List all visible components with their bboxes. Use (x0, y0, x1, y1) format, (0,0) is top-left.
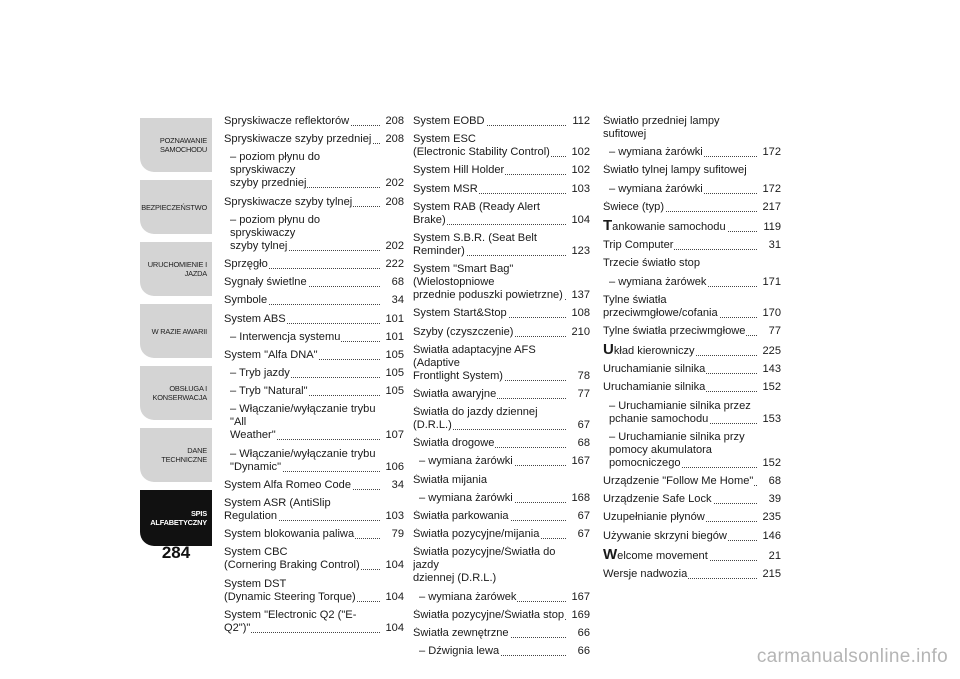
entry-text: Symbole (224, 294, 268, 307)
entry-page: 112 (572, 115, 590, 127)
entry-page: 77 (768, 324, 781, 337)
tab-obsługa-i-konserwacja[interactable]: OBSŁUGA I KONSERWACJA (140, 366, 212, 420)
entry-text: – wymiana żarówek (609, 275, 707, 288)
entry-page: 235 (762, 511, 781, 524)
index-entry (413, 406, 590, 432)
index-entry (603, 115, 781, 141)
entry-text: Światła adaptacyjne AFS (Adaptive Frontlight System) (413, 343, 536, 382)
entry-text: Światła pozycyjne/Światła do jazdy dziennej (D.R.L.) (413, 546, 556, 585)
entry-text: – Uruchamianie silnika przez pchanie samochodu (609, 399, 751, 425)
entry-page: 215 (762, 567, 781, 580)
entry-page: 107 (385, 429, 404, 442)
entry-text: Spryskiwacze szyby tylnej (224, 195, 353, 208)
entry-page: 68 (391, 276, 404, 289)
index-entry (413, 263, 590, 302)
index-entry (413, 388, 590, 401)
entry-text: System "Alfa DNA" (224, 348, 318, 361)
entry-page: 143 (762, 363, 781, 376)
entry-page: 79 (391, 528, 404, 541)
entry-text: System "Electronic Q2 ("E-Q2")" (224, 608, 357, 634)
entry-page: 104 (385, 621, 404, 634)
entry-text: Światło przedniej lampy sufitowej (603, 115, 720, 140)
entry-text: System "Smart Bag" (Wielostopniowe przednie poduszki powietrzne) (413, 263, 563, 302)
tab-uruchomienie-i-jazda[interactable]: URUCHOMIENIE I JAZDA (140, 242, 212, 296)
index-entry (224, 609, 404, 635)
entry-page: 101 (385, 312, 404, 325)
index-entry (603, 568, 781, 581)
index-entry (413, 115, 590, 128)
entry-page: 102 (571, 164, 590, 177)
entry-text: System Hill Holder (413, 164, 505, 177)
letter-initial: T (603, 218, 613, 234)
entry-text: Szyby (czyszczenie) (413, 325, 514, 338)
index-entry (603, 294, 781, 320)
index-entry (413, 528, 590, 541)
tab-dane-techniczne[interactable]: DANE TECHNICZNE (140, 428, 212, 482)
entry-text: Światła drogowe (413, 437, 495, 450)
entry-page: 208 (385, 133, 404, 146)
watermark: carmanualsonline.info (756, 646, 948, 667)
entry-page: 153 (762, 412, 781, 425)
index-entry (224, 294, 404, 307)
index-entry (224, 448, 404, 474)
index-entry (224, 276, 404, 289)
index-entry (413, 455, 590, 468)
entry-text: – wymiana żarówek (419, 590, 517, 603)
index-entry (413, 437, 590, 450)
index-entry (224, 258, 404, 271)
index-entry (413, 183, 590, 196)
entry-text: Światła parkowania (413, 510, 509, 522)
entry-page: 68 (577, 437, 590, 450)
entry-text: Tylne światła przeciwmgłowe/cofania (603, 293, 718, 319)
index-entry (603, 530, 781, 543)
entry-text: Spryskiwacze szyby przedniej (224, 133, 372, 146)
entry-page: 210 (571, 325, 590, 338)
entry-text: – wymiana żarówki (419, 491, 513, 504)
entry-text: Sprzęgło (224, 257, 268, 270)
index-entry (603, 431, 781, 470)
entry-text: System MSR (413, 182, 478, 195)
entry-text: Wersje nadwozia (603, 567, 688, 580)
entry-page: 202 (385, 239, 404, 252)
entry-text: System Alfa Romeo Code (224, 478, 352, 491)
index-entry (224, 349, 404, 362)
entry-page: 169 (571, 608, 590, 621)
index-entry (603, 511, 781, 524)
index-entry (603, 548, 781, 563)
index-entry (413, 627, 590, 640)
index-entry (224, 497, 404, 523)
entry-page: 103 (571, 182, 590, 195)
index-entry (603, 164, 781, 177)
entry-text: – wymiana żarówki (609, 146, 703, 159)
index-entry (224, 133, 404, 146)
entry-text: – poziom płynu do spryskiwaczy szyby przedniej (230, 151, 321, 190)
entry-text: System ESC (Electronic Stability Control) (413, 133, 550, 159)
entry-text: ankowanie samochodu (612, 220, 726, 233)
entry-text: Uruchamianie silnika (603, 363, 706, 376)
entry-text: Światła do jazdy dziennej (D.R.L.) (413, 406, 538, 432)
entry-page: 106 (385, 460, 404, 473)
index-entry (224, 546, 404, 572)
index-entry (224, 331, 404, 344)
entry-page: 21 (768, 549, 781, 562)
entry-text: Trip Computer (603, 239, 674, 252)
entry-page: 77 (577, 387, 590, 400)
entry-text: System EOBD (413, 115, 485, 127)
entry-text: Spryskiwacze reflektorów (224, 115, 350, 127)
entry-page: 68 (768, 475, 781, 487)
entry-text: kład kierowniczy (613, 345, 695, 358)
tab-poznawanie-samochodu[interactable]: POZNAWANIE SAMOCHODU (140, 118, 212, 172)
letter-initial: U (603, 343, 614, 359)
index-entry (413, 510, 590, 523)
entry-page: 222 (385, 257, 404, 270)
entry-page: 217 (762, 200, 781, 213)
index-entry (603, 201, 781, 214)
entry-text: – Włączanie/wyłączanie trybu "All Weather" (230, 403, 376, 442)
entry-text: System RAB (Ready Alert Brake) (413, 200, 541, 226)
entry-page: 167 (571, 455, 590, 468)
index-entry (413, 591, 590, 604)
entry-page: 67 (577, 528, 590, 541)
entry-page: 104 (385, 559, 404, 572)
entry-text: – Tryb jazdy (230, 367, 290, 380)
index-entry (603, 475, 781, 488)
index-entry (224, 196, 404, 209)
entry-page: 152 (762, 381, 781, 394)
index-entry (603, 183, 781, 196)
entry-text: Uruchamianie silnika (603, 381, 706, 394)
entry-text: Światło tylnej lampy sufitowej (603, 164, 747, 177)
entry-page: 102 (571, 146, 590, 159)
index-entry (413, 546, 590, 585)
index-entry (224, 151, 404, 190)
entry-page: 67 (577, 419, 590, 432)
index-entry (603, 146, 781, 159)
index-entry (413, 307, 590, 320)
entry-page: 66 (577, 645, 590, 658)
entry-page: 119 (763, 220, 781, 233)
index-entry (603, 257, 781, 270)
entry-text: Światła pozycyjne/mijania (413, 528, 540, 541)
index-entry (224, 528, 404, 541)
entry-page: 146 (762, 529, 781, 542)
entry-text: System blokowania paliwa (224, 528, 355, 541)
entry-text: Urządzenie "Follow Me Home" (603, 475, 754, 487)
index-entry (603, 400, 781, 426)
entry-page: 202 (385, 177, 404, 190)
entry-page: 67 (577, 510, 590, 522)
entry-page: 208 (385, 115, 404, 127)
entry-page: 34 (391, 294, 404, 307)
entry-text: Uzupełnianie płynów (603, 511, 705, 524)
entry-text: System DST (Dynamic Steering Torque) (224, 577, 356, 603)
entry-page: 105 (385, 348, 404, 361)
entry-text: – Włączanie/wyłączanie trybu "Dynamic" (230, 447, 376, 473)
entry-text: – Dźwignia lewa (419, 645, 500, 658)
entry-page: 101 (385, 330, 404, 343)
index-entry (224, 115, 404, 128)
index-entry (224, 385, 404, 398)
entry-page: 137 (571, 289, 590, 302)
entry-text: Tylne światła przeciwmgłowe (603, 324, 746, 337)
index-entry (413, 326, 590, 339)
entry-text: Trzecie światło stop (603, 257, 700, 270)
entry-text: System Start&Stop (413, 307, 507, 320)
entry-page: 103 (385, 510, 404, 522)
index-entry (413, 232, 590, 258)
index-entry (603, 276, 781, 289)
entry-text: System CBC (Cornering Braking Control) (224, 546, 360, 572)
index-entry (224, 367, 404, 380)
entry-page: 167 (571, 590, 590, 603)
index-column-2 (413, 115, 590, 663)
entry-text: elcome movement (617, 549, 708, 562)
entry-page: 172 (762, 146, 781, 159)
index-entry (603, 343, 781, 358)
entry-text: Światła awaryjne (413, 387, 497, 400)
index-entry (603, 239, 781, 252)
entry-page: 170 (762, 306, 781, 319)
entry-page: 168 (571, 491, 590, 504)
entry-page: 31 (768, 239, 781, 252)
entry-page: 39 (768, 493, 781, 506)
index-entry (224, 313, 404, 326)
entry-text: – wymiana żarówki (609, 182, 703, 195)
entry-page: 78 (577, 369, 590, 382)
entry-text: Światła pozycyjne/Światła stop (413, 608, 565, 621)
index-column-1 (224, 115, 404, 640)
entry-page: 105 (385, 385, 404, 398)
index-entry (603, 219, 781, 234)
index-entry (413, 201, 590, 227)
index-entry (224, 479, 404, 492)
letter-initial: W (603, 547, 618, 563)
index-entry (603, 493, 781, 506)
index-entry (603, 325, 781, 338)
entry-text: System S.B.R. (Seat Belt Reminder) (413, 231, 537, 257)
index-entry (603, 381, 781, 394)
index-entry (413, 474, 590, 487)
entry-page: 105 (385, 367, 404, 380)
index-entry (413, 133, 590, 159)
entry-text: Sygnały świetlne (224, 276, 307, 289)
index-entry (224, 578, 404, 604)
tab-w-razie-awarii[interactable]: W RAZIE AWARII (140, 304, 212, 358)
entry-text: System ASR (AntiSlip Regulation (224, 497, 331, 522)
index-entry (413, 344, 590, 383)
index-entry (224, 214, 404, 253)
entry-text: – poziom płynu do spryskiwaczy szyby tylnej (230, 213, 321, 252)
entry-text: – Interwencja systemu (230, 330, 341, 343)
entry-page: 208 (385, 195, 404, 208)
entry-page: 66 (577, 626, 590, 639)
entry-page: 34 (391, 478, 404, 491)
entry-page: 225 (762, 345, 781, 358)
entry-text: – Uruchamianie silnika przy pomocy akumulatora pomocniczego (609, 430, 745, 469)
entry-text: System ABS (224, 312, 286, 325)
index-entry (413, 609, 590, 622)
entry-text: – wymiana żarówki (419, 455, 513, 468)
page-number: 284 (161, 543, 191, 562)
index-entry (603, 363, 781, 376)
entry-page: 123 (571, 244, 590, 257)
index-entry (224, 403, 404, 442)
entry-page: 171 (762, 275, 781, 288)
index-column-3 (603, 115, 781, 586)
entry-page: 104 (571, 213, 590, 226)
tab-spis-alfabetyczny[interactable]: SPIS ALFABETYCZNY (140, 490, 212, 546)
entry-text: Urządzenie Safe Lock (603, 493, 712, 506)
entry-page: 104 (385, 590, 404, 603)
entry-page: 172 (762, 182, 781, 195)
entry-text: – Tryb "Natural" (230, 385, 308, 398)
entry-text: Używanie skrzyni biegów (603, 529, 727, 542)
entry-text: Światła zewnętrzne (413, 626, 509, 639)
entry-page: 152 (762, 456, 781, 469)
index-entry (413, 164, 590, 177)
entry-text: Świece (typ) (603, 200, 665, 213)
tab-bezpieczeństwo[interactable]: BEZPIECZEŃSTWO (140, 180, 212, 234)
entry-page: 108 (571, 307, 590, 320)
index-entry (413, 492, 590, 505)
entry-text: Światła mijania (413, 473, 487, 486)
